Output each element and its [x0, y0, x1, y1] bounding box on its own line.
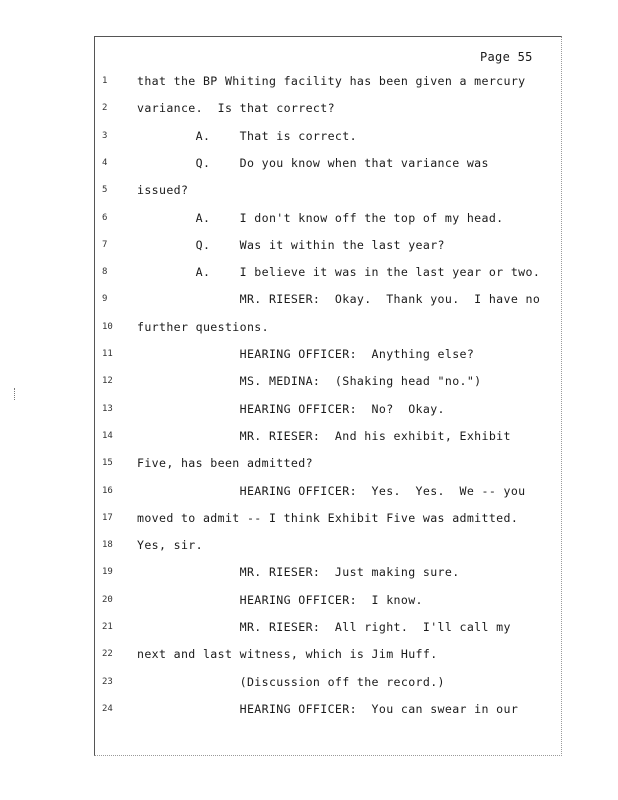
transcript-line-text: issued? [137, 183, 189, 197]
page-edge-mark [14, 388, 16, 400]
transcript-line-text: HEARING OFFICER: Yes. Yes. We -- you [137, 484, 526, 498]
transcript-line-text: HEARING OFFICER: I know. [137, 593, 423, 607]
transcript-line-text: Q. Do you know when that variance was [137, 156, 489, 170]
line-number: 23 [102, 677, 113, 687]
line-number: 18 [102, 540, 113, 550]
line-number: 6 [102, 213, 108, 223]
transcript-line-text: Yes, sir. [137, 538, 203, 552]
line-number: 15 [102, 458, 113, 468]
line-number: 14 [102, 431, 113, 441]
transcript-line-text: that the BP Whiting facility has been given a mercury [137, 74, 526, 88]
transcript-line-text: moved to admit -- I think Exhibit Five was admitted. [137, 511, 519, 525]
transcript-line-text: A. I don't know off the top of my head. [137, 211, 504, 225]
transcript-line-text: A. That is correct. [137, 129, 357, 143]
transcript-line-text: Five, has been admitted? [137, 456, 313, 470]
transcript-line-text: MR. RIESER: Okay. Thank you. I have no [137, 292, 541, 306]
line-number: 16 [102, 486, 113, 496]
transcript-line-text: HEARING OFFICER: Anything else? [137, 347, 475, 361]
transcript-line-text: HEARING OFFICER: You can swear in our [137, 702, 519, 716]
line-number: 24 [102, 704, 113, 714]
line-number: 19 [102, 567, 113, 577]
transcript-line-text: MR. RIESER: All right. I'll call my [137, 620, 511, 634]
line-number: 9 [102, 294, 108, 304]
transcript-line-text: MR. RIESER: And his exhibit, Exhibit [137, 429, 511, 443]
transcript-line-text: (Discussion off the record.) [137, 675, 445, 689]
transcript-line-text: further questions. [137, 320, 269, 334]
line-number: 17 [102, 513, 113, 523]
line-number: 12 [102, 376, 113, 386]
line-number: 21 [102, 622, 113, 632]
line-number: 10 [102, 322, 113, 332]
line-number: 3 [102, 131, 108, 141]
transcript-line-text: MR. RIESER: Just making sure. [137, 565, 460, 579]
transcript-line-text: MS. MEDINA: (Shaking head "no.") [137, 374, 482, 388]
line-number: 2 [102, 103, 108, 113]
line-number: 22 [102, 649, 113, 659]
transcript-line-text: HEARING OFFICER: No? Okay. [137, 402, 445, 416]
line-number: 8 [102, 267, 108, 277]
line-number: 7 [102, 240, 108, 250]
page-number: Page 55 [480, 50, 533, 64]
transcript-line-text: next and last witness, which is Jim Huff. [137, 647, 438, 661]
transcript-line-text: variance. Is that correct? [137, 101, 335, 115]
line-number: 5 [102, 185, 108, 195]
line-number: 20 [102, 595, 113, 605]
transcript-line-text: A. I believe it was in the last year or two. [137, 265, 541, 279]
line-number: 13 [102, 404, 113, 414]
line-number: 1 [102, 76, 108, 86]
line-number: 11 [102, 349, 113, 359]
line-number: 4 [102, 158, 108, 168]
transcript-line-text: Q. Was it within the last year? [137, 238, 445, 252]
